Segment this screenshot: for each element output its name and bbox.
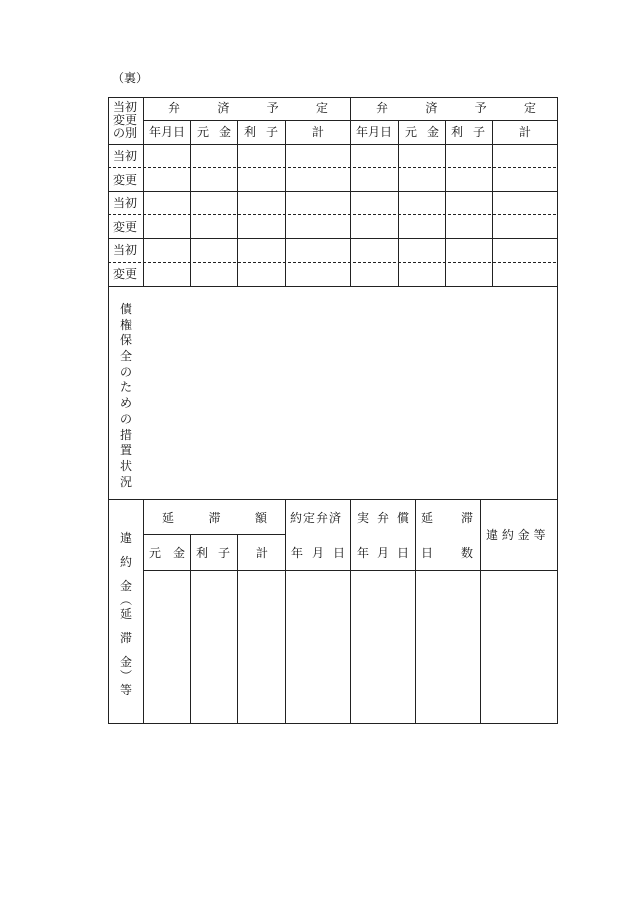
corner-label-3: の別 xyxy=(113,126,138,140)
group-header-left: 弁 済 予 定 xyxy=(168,101,328,115)
penalty-col-principal: 元 金 xyxy=(149,546,185,560)
actual-repay-header: 実 弁 償 xyxy=(357,511,409,525)
row-label-initial-2: 当初 xyxy=(113,196,138,210)
corner-label-2: 変更 xyxy=(113,113,138,127)
col-total-left: 計 xyxy=(312,125,325,139)
col-interest-left: 利 子 xyxy=(244,125,278,139)
measures-label: 債 権 保 全 の た め の 措 置 状 況 xyxy=(119,302,132,489)
row-label-initial-1: 当初 xyxy=(113,149,138,163)
col-principal-left: 元 金 xyxy=(197,125,231,139)
penalty-etc-header: 違 約 金 等 xyxy=(486,528,546,542)
page-label: （裏） xyxy=(112,71,149,85)
row-label-change-2: 変更 xyxy=(113,220,138,234)
overdue-amount-header: 延 滞 額 xyxy=(162,511,267,525)
col-ymd-left: 年月日 xyxy=(149,125,186,139)
col-interest-right: 利 子 xyxy=(451,125,485,139)
penalty-label: 違 約 金 ︵ 延 滞 金 ︶ 等 xyxy=(119,531,132,697)
corner-label-1: 当初 xyxy=(113,100,138,114)
overdue-header: 延 滞 xyxy=(421,511,473,525)
agreed-repay-ymd: 年 月 日 xyxy=(291,546,345,560)
agreed-repay-header: 約定弁済 xyxy=(290,511,343,525)
row-label-initial-3: 当初 xyxy=(113,243,138,257)
col-ymd-right: 年月日 xyxy=(356,125,393,139)
row-label-change-1: 変更 xyxy=(113,173,138,187)
penalty-col-total: 計 xyxy=(256,546,269,560)
col-principal-right: 元 金 xyxy=(405,125,439,139)
penalty-col-interest: 利 子 xyxy=(196,546,230,560)
overdue-days: 日 数 xyxy=(421,546,473,560)
group-header-right: 弁 済 予 定 xyxy=(376,101,536,115)
actual-repay-ymd: 年 月 日 xyxy=(357,546,409,560)
row-label-change-3: 変更 xyxy=(113,267,138,281)
col-total-right: 計 xyxy=(519,125,532,139)
